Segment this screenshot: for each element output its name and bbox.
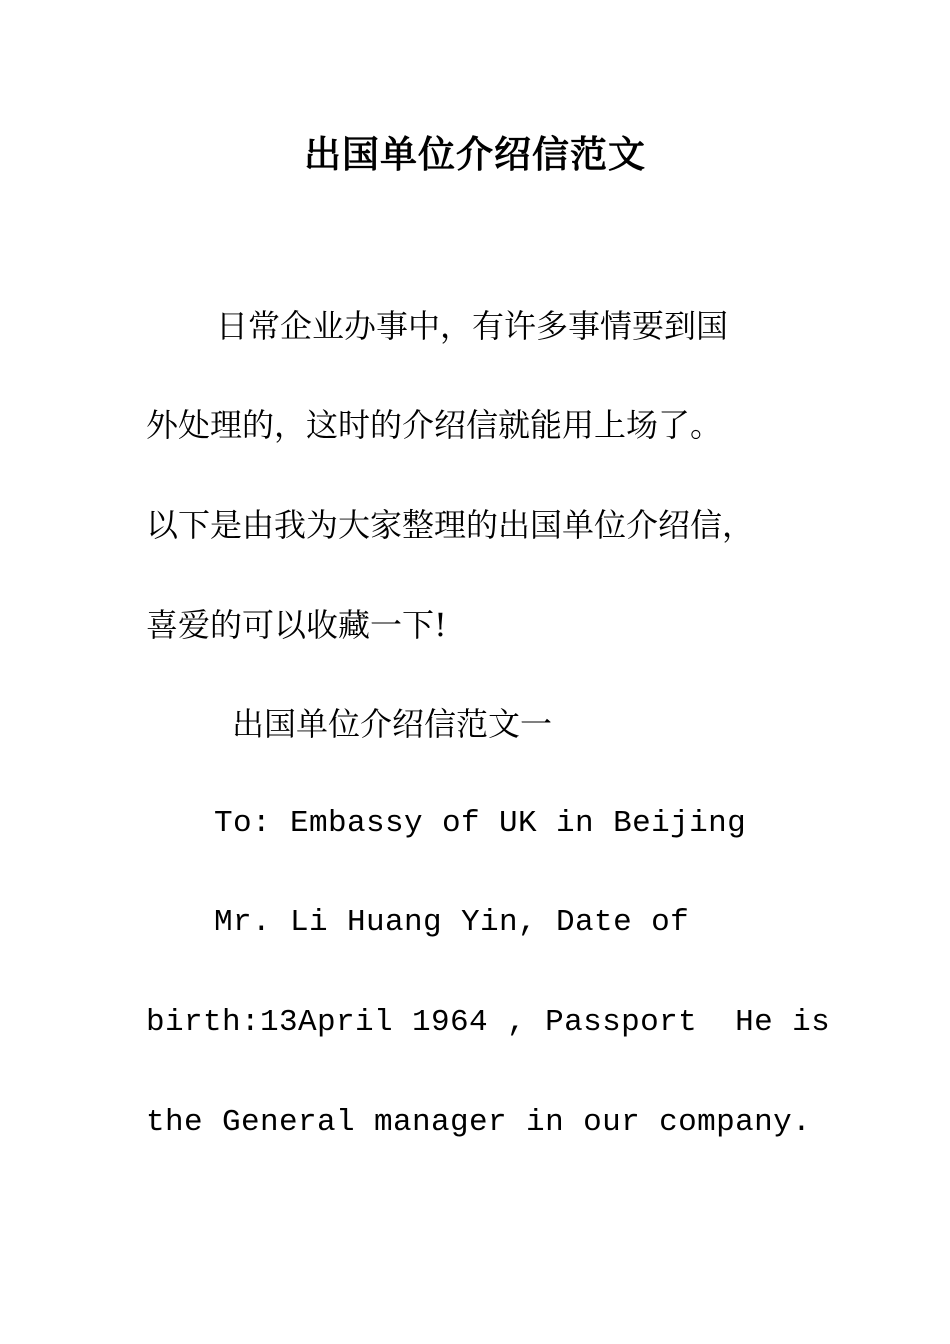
section-heading: 出国单位介绍信范文一	[232, 705, 553, 743]
letter-line-3: birth:13April 1964 , Passport He is	[146, 1005, 831, 1040]
letter-line-1: To: Embassy of UK in Beijing	[214, 806, 747, 841]
intro-line-4: 喜爱的可以收藏一下!	[146, 606, 447, 644]
intro-line-3: 以下是由我为大家整理的出国单位介绍信，	[146, 506, 755, 544]
intro-line-2: 外处理的，这时的介绍信就能用上场了。	[146, 406, 723, 444]
letter-line-4: the General manager in our company.	[146, 1105, 812, 1140]
letter-line-2: Mr. Li Huang Yin, Date of	[214, 905, 690, 940]
intro-line-1: 日常企业办事中，有许多事情要到国	[216, 307, 729, 345]
document-title: 出国单位介绍信范文	[304, 132, 646, 176]
